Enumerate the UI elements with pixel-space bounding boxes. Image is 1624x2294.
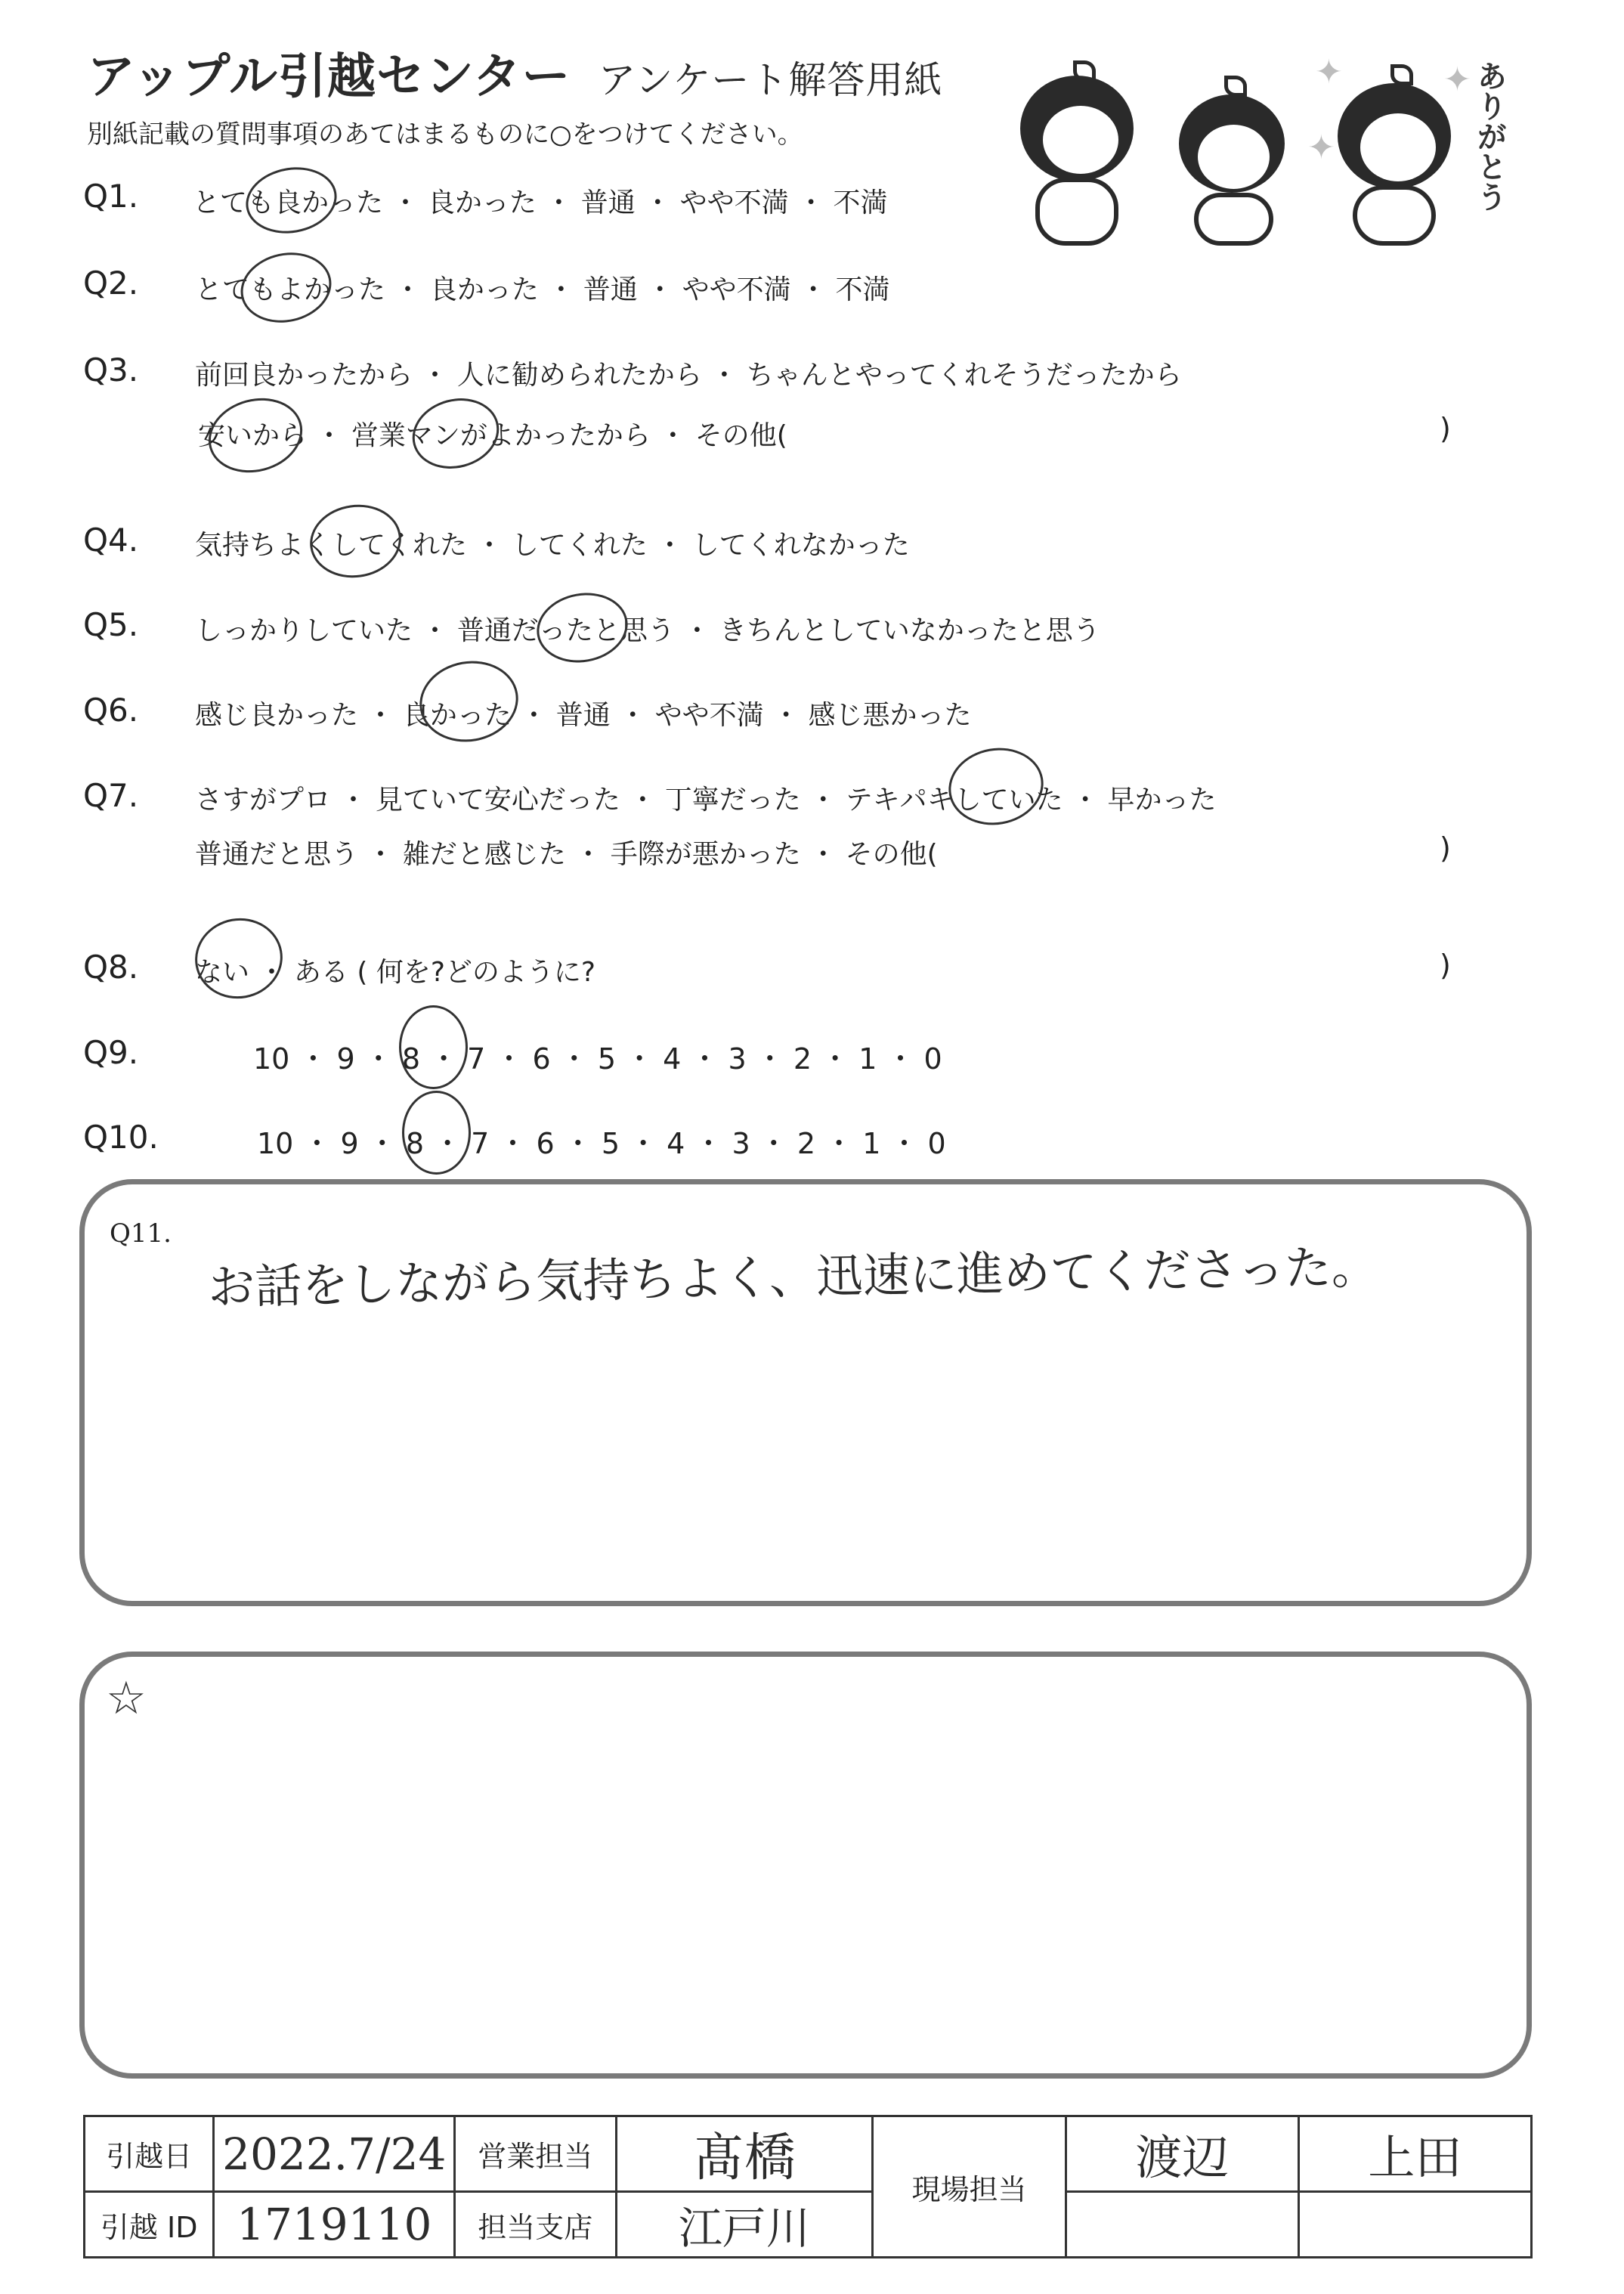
- q2-options: とてもよかった ・ 良かった ・ 普通 ・ やや不満 ・ 不満: [195, 274, 890, 305]
- answer-circle: [200, 388, 311, 482]
- q1-options: とても良かった ・ 良かった ・ 普通 ・ やや不満 ・ 不満: [193, 187, 888, 218]
- notes-box: [79, 1652, 1532, 2079]
- sales-label: 営業担当: [455, 2116, 616, 2192]
- sparkle-icon: ✦: [1443, 60, 1471, 99]
- q7-label: Q7.: [83, 777, 139, 814]
- q1-label: Q1.: [83, 178, 139, 215]
- company-name: アップル引越センター: [87, 49, 571, 105]
- q3-label: Q3.: [83, 351, 139, 389]
- site-label: 現場担当: [873, 2116, 1066, 2258]
- answer-circle: [404, 389, 507, 478]
- move-id-label: 引越 ID: [85, 2192, 214, 2258]
- q7-close-paren: ): [1440, 831, 1451, 865]
- mascot-illustration: [990, 53, 1519, 249]
- q4-options: 気持ちよくしてくれた ・ してくれた ・ してくれなかった: [195, 530, 910, 561]
- q3-options-line2: 安いから ・ 営業マンがよかったから ・ その他(: [198, 420, 787, 451]
- q3-options-line1: 前回良かったから ・ 人に勧められたから ・ ちゃんとやってくれそうだったから: [195, 360, 1182, 391]
- site-staff-2: 上田: [1298, 2116, 1531, 2192]
- q6-label: Q6.: [83, 692, 139, 729]
- q2-label: Q2.: [83, 265, 139, 302]
- company-title: [87, 38, 942, 107]
- answer-circle: [305, 499, 406, 584]
- q8-options: ない ・ ある ( 何を?どのように?: [195, 957, 596, 988]
- q11-handwritten-answer: お話をしながら気持ちよく、迅速に進めてくださった。: [207, 1239, 1379, 1315]
- site-staff-empty-1: [1066, 2192, 1298, 2258]
- answer-circle: [234, 244, 338, 330]
- instruction-text: 別紙記載の質問事項のあてはまるものに○をつけてください。: [87, 119, 803, 150]
- answer-circle: [240, 160, 342, 240]
- q10-scale: 10 ・ 9 ・ 8 ・ 7 ・ 6 ・ 5 ・ 4 ・ 3 ・ 2 ・ 1 ・ 0: [257, 1127, 946, 1160]
- answer-circle: [531, 586, 633, 670]
- sparkle-icon: ✦: [1307, 128, 1335, 167]
- q8-close-paren: ): [1440, 949, 1451, 982]
- move-id-value: 1719110: [214, 2192, 455, 2258]
- answer-circle: [399, 1005, 468, 1089]
- q9-label: Q9.: [83, 1034, 139, 1071]
- move-date-value: 2022.7/24: [214, 2116, 455, 2192]
- answer-circle: [189, 912, 289, 1006]
- site-staff-1: 渡辺: [1066, 2116, 1298, 2192]
- answer-circle: [413, 653, 524, 749]
- q11-label: Q11.: [110, 1218, 172, 1249]
- branch-value: 江戸川: [616, 2192, 873, 2258]
- star-icon: ☆: [106, 1672, 147, 1725]
- mascot-caption: ありがとう: [1472, 60, 1507, 212]
- answer-circle: [942, 741, 1050, 832]
- q7-options-line2: 普通だと思う ・ 雑だと感じた ・ 手際が悪かった ・ その他(: [195, 839, 938, 870]
- q5-label: Q5.: [83, 606, 139, 643]
- q3-close-paren: ): [1440, 412, 1451, 445]
- sales-name: 髙橋: [616, 2116, 873, 2192]
- q7-options-line1: さすがプロ ・ 見ていて安心だった ・ 丁寧だった ・ テキパキしていた ・ 早かった: [195, 785, 1217, 816]
- info-table: [83, 2115, 1533, 2258]
- sparkle-icon: ✦: [1315, 53, 1343, 91]
- branch-label: 担当支店: [455, 2192, 616, 2258]
- form-title: アンケート解答用紙: [598, 58, 943, 102]
- q8-label: Q8.: [83, 949, 139, 986]
- q10-label: Q10.: [83, 1119, 159, 1156]
- site-staff-empty-2: [1298, 2192, 1531, 2258]
- q9-scale: 10 ・ 9 ・ 8 ・ 7 ・ 6 ・ 5 ・ 4 ・ 3 ・ 2 ・ 1 ・ 0: [253, 1042, 942, 1076]
- move-date-label: 引越日: [85, 2116, 214, 2192]
- q4-label: Q4.: [83, 522, 139, 559]
- q6-options: 感じ良かった ・ 良かった ・ 普通 ・ やや不満 ・ 感じ悪かった: [195, 700, 972, 731]
- answer-circle: [402, 1091, 471, 1175]
- q5-options: しっかりしていた ・ 普通だったと思う ・ きちんとしていなかったと思う: [195, 615, 1100, 646]
